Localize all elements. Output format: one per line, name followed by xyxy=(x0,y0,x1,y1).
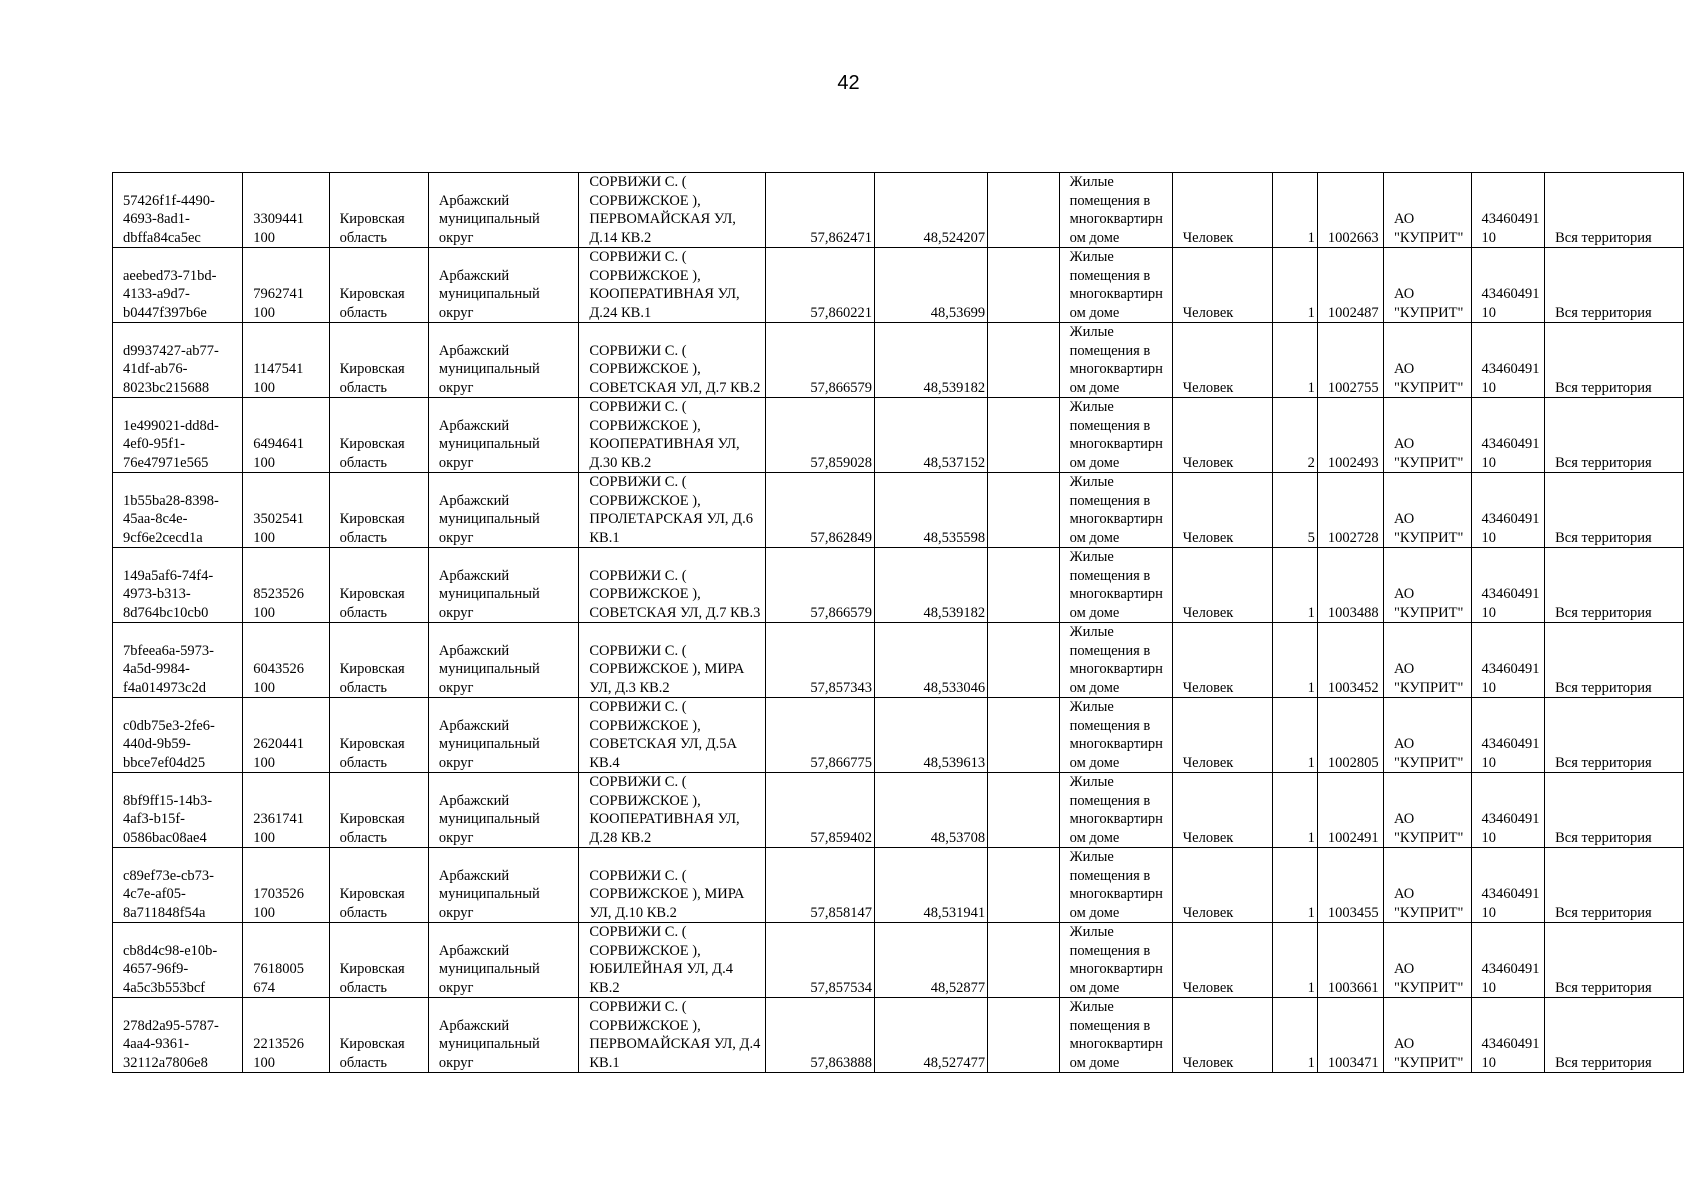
cell-district: Арбажский муниципальный округ xyxy=(428,998,578,1073)
cell-organization: АО "КУПРИТ" xyxy=(1384,623,1472,698)
cell-region: Кировская область xyxy=(329,623,428,698)
cell-latitude: 57,863888 xyxy=(766,998,875,1073)
cell-area: Вся территория xyxy=(1545,773,1684,848)
cell-id: 1b55ba28-8398-45aa-8c4e-9cf6e2cecd1a xyxy=(113,473,243,548)
cell-inn: 4346049110 xyxy=(1471,173,1545,248)
cell-latitude: 57,866579 xyxy=(766,548,875,623)
cell-id: 57426f1f-4490-4693-8ad1-dbffa84ca5ec xyxy=(113,173,243,248)
cell-region: Кировская область xyxy=(329,923,428,998)
cell-code2: 1003661 xyxy=(1317,923,1383,998)
cell-latitude: 57,866579 xyxy=(766,323,875,398)
cell-count: 5 xyxy=(1273,473,1318,548)
cell-district: Арбажский муниципальный округ xyxy=(428,848,578,923)
cell-latitude: 57,857534 xyxy=(766,923,875,998)
cell-area: Вся территория xyxy=(1545,173,1684,248)
cell-object-type: Жилые помещения в многоквартирном доме xyxy=(1059,623,1172,698)
cell-object-type: Жилые помещения в многоквартирном доме xyxy=(1059,848,1172,923)
cell-code: 2213526 100 xyxy=(243,998,329,1073)
page-number: 42 xyxy=(837,72,860,94)
cell-code: 6494641 100 xyxy=(243,398,329,473)
cell-code: 7618005 674 xyxy=(243,923,329,998)
cell-region: Кировская область xyxy=(329,848,428,923)
cell-region: Кировская область xyxy=(329,398,428,473)
cell-object-type: Жилые помещения в многоквартирном доме xyxy=(1059,773,1172,848)
cell-address: СОРВИЖИ С. ( СОРВИЖСКОЕ ), МИРА УЛ, Д.10 КВ.2 xyxy=(579,848,766,923)
cell-organization: АО "КУПРИТ" xyxy=(1384,323,1472,398)
cell-count: 1 xyxy=(1273,773,1318,848)
cell-code2: 1003452 xyxy=(1317,623,1383,698)
cell-inn: 4346049110 xyxy=(1471,548,1545,623)
cell-code: 2361741 100 xyxy=(243,773,329,848)
cell-object-type: Жилые помещения в многоквартирном доме xyxy=(1059,548,1172,623)
cell-unit: Человек xyxy=(1172,623,1272,698)
cell-organization: АО "КУПРИТ" xyxy=(1384,698,1472,773)
cell-address: СОРВИЖИ С. ( СОРВИЖСКОЕ ), МИРА УЛ, Д.3 КВ.2 xyxy=(579,623,766,698)
cell-empty xyxy=(988,998,1060,1073)
cell-latitude: 57,862849 xyxy=(766,473,875,548)
cell-organization: АО "КУПРИТ" xyxy=(1384,548,1472,623)
cell-organization: АО "КУПРИТ" xyxy=(1384,923,1472,998)
cell-area: Вся территория xyxy=(1545,998,1684,1073)
cell-code: 8523526 100 xyxy=(243,548,329,623)
cell-longitude: 48,53708 xyxy=(874,773,987,848)
cell-empty xyxy=(988,623,1060,698)
cell-code: 1147541 100 xyxy=(243,323,329,398)
cell-inn: 4346049110 xyxy=(1471,698,1545,773)
cell-organization: АО "КУПРИТ" xyxy=(1384,848,1472,923)
cell-empty xyxy=(988,323,1060,398)
cell-empty xyxy=(988,923,1060,998)
table-row xyxy=(113,398,1684,473)
cell-unit: Человек xyxy=(1172,923,1272,998)
cell-count: 1 xyxy=(1273,923,1318,998)
cell-region: Кировская область xyxy=(329,548,428,623)
cell-longitude: 48,539613 xyxy=(874,698,987,773)
table-row xyxy=(113,173,1684,248)
cell-organization: АО "КУПРИТ" xyxy=(1384,248,1472,323)
cell-object-type: Жилые помещения в многоквартирном доме xyxy=(1059,923,1172,998)
cell-code2: 1002755 xyxy=(1317,323,1383,398)
cell-code: 6043526 100 xyxy=(243,623,329,698)
cell-organization: АО "КУПРИТ" xyxy=(1384,998,1472,1073)
cell-id: 8bf9ff15-14b3-4af3-b15f-0586bac08ae4 xyxy=(113,773,243,848)
cell-address: СОРВИЖИ С. ( СОРВИЖСКОЕ ), ПРОЛЕТАРСКАЯ УЛ, Д.6 КВ.1 xyxy=(579,473,766,548)
cell-latitude: 57,862471 xyxy=(766,173,875,248)
cell-code2: 1002487 xyxy=(1317,248,1383,323)
cell-district: Арбажский муниципальный округ xyxy=(428,173,578,248)
cell-district: Арбажский муниципальный округ xyxy=(428,248,578,323)
cell-latitude: 57,858147 xyxy=(766,848,875,923)
cell-district: Арбажский муниципальный округ xyxy=(428,323,578,398)
cell-object-type: Жилые помещения в многоквартирном доме xyxy=(1059,698,1172,773)
cell-count: 2 xyxy=(1273,398,1318,473)
cell-object-type: Жилые помещения в многоквартирном доме xyxy=(1059,473,1172,548)
cell-inn: 4346049110 xyxy=(1471,398,1545,473)
cell-longitude: 48,52877 xyxy=(874,923,987,998)
cell-code2: 1002663 xyxy=(1317,173,1383,248)
cell-count: 1 xyxy=(1273,548,1318,623)
cell-code2: 1002728 xyxy=(1317,473,1383,548)
cell-address: СОРВИЖИ С. ( СОРВИЖСКОЕ ), КООПЕРАТИВНАЯ УЛ, Д.24 КВ.1 xyxy=(579,248,766,323)
cell-empty xyxy=(988,398,1060,473)
cell-area: Вся территория xyxy=(1545,623,1684,698)
cell-unit: Человек xyxy=(1172,173,1272,248)
cell-address: СОРВИЖИ С. ( СОРВИЖСКОЕ ), СОВЕТСКАЯ УЛ, Д.5А КВ.4 xyxy=(579,698,766,773)
cell-code2: 1002493 xyxy=(1317,398,1383,473)
cell-region: Кировская область xyxy=(329,248,428,323)
cell-area: Вся территория xyxy=(1545,698,1684,773)
table-row xyxy=(113,623,1684,698)
cell-code: 7962741 100 xyxy=(243,248,329,323)
registry-table xyxy=(112,172,1684,1073)
cell-latitude: 57,860221 xyxy=(766,248,875,323)
cell-id: aeebed73-71bd-4133-a9d7-b0447f397b6e xyxy=(113,248,243,323)
cell-organization: АО "КУПРИТ" xyxy=(1384,473,1472,548)
cell-code2: 1002491 xyxy=(1317,773,1383,848)
cell-region: Кировская область xyxy=(329,323,428,398)
cell-longitude: 48,53699 xyxy=(874,248,987,323)
cell-count: 1 xyxy=(1273,623,1318,698)
cell-latitude: 57,866775 xyxy=(766,698,875,773)
cell-count: 1 xyxy=(1273,248,1318,323)
cell-area: Вся территория xyxy=(1545,923,1684,998)
table-row xyxy=(113,923,1684,998)
cell-code2: 1002805 xyxy=(1317,698,1383,773)
cell-district: Арбажский муниципальный округ xyxy=(428,398,578,473)
cell-unit: Человек xyxy=(1172,698,1272,773)
cell-empty xyxy=(988,848,1060,923)
table-row xyxy=(113,773,1684,848)
cell-area: Вся территория xyxy=(1545,248,1684,323)
cell-code2: 1003455 xyxy=(1317,848,1383,923)
cell-address: СОРВИЖИ С. ( СОРВИЖСКОЕ ), КООПЕРАТИВНАЯ УЛ, Д.30 КВ.2 xyxy=(579,398,766,473)
cell-region: Кировская область xyxy=(329,173,428,248)
cell-latitude: 57,859402 xyxy=(766,773,875,848)
cell-count: 1 xyxy=(1273,323,1318,398)
cell-organization: АО "КУПРИТ" xyxy=(1384,773,1472,848)
cell-empty xyxy=(988,548,1060,623)
cell-longitude: 48,531941 xyxy=(874,848,987,923)
cell-unit: Человек xyxy=(1172,548,1272,623)
cell-empty xyxy=(988,473,1060,548)
cell-code2: 1003488 xyxy=(1317,548,1383,623)
cell-empty xyxy=(988,698,1060,773)
cell-unit: Человек xyxy=(1172,323,1272,398)
cell-unit: Человек xyxy=(1172,248,1272,323)
cell-address: СОРВИЖИ С. ( СОРВИЖСКОЕ ), ПЕРВОМАЙСКАЯ УЛ, Д.14 КВ.2 xyxy=(579,173,766,248)
cell-count: 1 xyxy=(1273,998,1318,1073)
cell-address: СОРВИЖИ С. ( СОРВИЖСКОЕ ), ЮБИЛЕЙНАЯ УЛ, Д.4 КВ.2 xyxy=(579,923,766,998)
cell-area: Вся территория xyxy=(1545,398,1684,473)
cell-area: Вся территория xyxy=(1545,473,1684,548)
cell-id: 1e499021-dd8d-4ef0-95f1-76e47971e565 xyxy=(113,398,243,473)
cell-address: СОРВИЖИ С. ( СОРВИЖСКОЕ ), СОВЕТСКАЯ УЛ, Д.7 КВ.3 xyxy=(579,548,766,623)
cell-longitude: 48,539182 xyxy=(874,323,987,398)
cell-area: Вся территория xyxy=(1545,323,1684,398)
cell-unit: Человек xyxy=(1172,398,1272,473)
cell-address: СОРВИЖИ С. ( СОРВИЖСКОЕ ), СОВЕТСКАЯ УЛ, Д.7 КВ.2 xyxy=(579,323,766,398)
cell-id: d9937427-ab77-41df-ab76-8023bc215688 xyxy=(113,323,243,398)
cell-code: 2620441 100 xyxy=(243,698,329,773)
cell-inn: 4346049110 xyxy=(1471,923,1545,998)
cell-object-type: Жилые помещения в многоквартирном доме xyxy=(1059,398,1172,473)
cell-district: Арбажский муниципальный округ xyxy=(428,698,578,773)
cell-id: cb8d4c98-e10b-4657-96f9-4a5c3b553bcf xyxy=(113,923,243,998)
cell-inn: 4346049110 xyxy=(1471,998,1545,1073)
cell-organization: АО "КУПРИТ" xyxy=(1384,173,1472,248)
cell-id: 149a5af6-74f4-4973-b313-8d764bc10cb0 xyxy=(113,548,243,623)
cell-code: 3309441 100 xyxy=(243,173,329,248)
table-row xyxy=(113,998,1684,1073)
cell-object-type: Жилые помещения в многоквартирном доме xyxy=(1059,998,1172,1073)
cell-district: Арбажский муниципальный округ xyxy=(428,473,578,548)
cell-latitude: 57,859028 xyxy=(766,398,875,473)
cell-empty xyxy=(988,173,1060,248)
cell-id: c89ef73e-cb73-4c7e-af05-8a711848f54a xyxy=(113,848,243,923)
table-row xyxy=(113,548,1684,623)
cell-longitude: 48,527477 xyxy=(874,998,987,1073)
cell-latitude: 57,857343 xyxy=(766,623,875,698)
cell-longitude: 48,539182 xyxy=(874,548,987,623)
cell-code2: 1003471 xyxy=(1317,998,1383,1073)
cell-empty xyxy=(988,773,1060,848)
cell-count: 1 xyxy=(1273,848,1318,923)
cell-unit: Человек xyxy=(1172,473,1272,548)
cell-longitude: 48,524207 xyxy=(874,173,987,248)
table-row xyxy=(113,248,1684,323)
cell-address: СОРВИЖИ С. ( СОРВИЖСКОЕ ), ПЕРВОМАЙСКАЯ УЛ, Д.4 КВ.1 xyxy=(579,998,766,1073)
table-row xyxy=(113,323,1684,398)
cell-object-type: Жилые помещения в многоквартирном доме xyxy=(1059,248,1172,323)
cell-organization: АО "КУПРИТ" xyxy=(1384,398,1472,473)
cell-unit: Человек xyxy=(1172,998,1272,1073)
cell-count: 1 xyxy=(1273,173,1318,248)
cell-object-type: Жилые помещения в многоквартирном доме xyxy=(1059,173,1172,248)
cell-object-type: Жилые помещения в многоквартирном доме xyxy=(1059,323,1172,398)
cell-code: 3502541 100 xyxy=(243,473,329,548)
cell-district: Арбажский муниципальный округ xyxy=(428,773,578,848)
table-row xyxy=(113,848,1684,923)
table-row xyxy=(113,473,1684,548)
cell-district: Арбажский муниципальный округ xyxy=(428,548,578,623)
cell-inn: 4346049110 xyxy=(1471,773,1545,848)
cell-unit: Человек xyxy=(1172,848,1272,923)
cell-region: Кировская область xyxy=(329,998,428,1073)
cell-district: Арбажский муниципальный округ xyxy=(428,923,578,998)
cell-inn: 4346049110 xyxy=(1471,323,1545,398)
cell-id: 7bfeea6a-5973-4a5d-9984-f4a014973c2d xyxy=(113,623,243,698)
cell-region: Кировская область xyxy=(329,473,428,548)
table-row xyxy=(113,698,1684,773)
cell-area: Вся территория xyxy=(1545,548,1684,623)
cell-code: 1703526 100 xyxy=(243,848,329,923)
cell-longitude: 48,537152 xyxy=(874,398,987,473)
cell-longitude: 48,535598 xyxy=(874,473,987,548)
cell-id: c0db75e3-2fe6-440d-9b59-bbce7ef04d25 xyxy=(113,698,243,773)
cell-inn: 4346049110 xyxy=(1471,623,1545,698)
cell-count: 1 xyxy=(1273,698,1318,773)
cell-region: Кировская область xyxy=(329,773,428,848)
cell-inn: 4346049110 xyxy=(1471,248,1545,323)
cell-longitude: 48,533046 xyxy=(874,623,987,698)
cell-inn: 4346049110 xyxy=(1471,473,1545,548)
cell-region: Кировская область xyxy=(329,698,428,773)
cell-address: СОРВИЖИ С. ( СОРВИЖСКОЕ ), КООПЕРАТИВНАЯ УЛ, Д.28 КВ.2 xyxy=(579,773,766,848)
cell-id: 278d2a95-5787-4aa4-9361-32112a7806e8 xyxy=(113,998,243,1073)
cell-empty xyxy=(988,248,1060,323)
cell-district: Арбажский муниципальный округ xyxy=(428,623,578,698)
cell-unit: Человек xyxy=(1172,773,1272,848)
cell-inn: 4346049110 xyxy=(1471,848,1545,923)
cell-area: Вся территория xyxy=(1545,848,1684,923)
